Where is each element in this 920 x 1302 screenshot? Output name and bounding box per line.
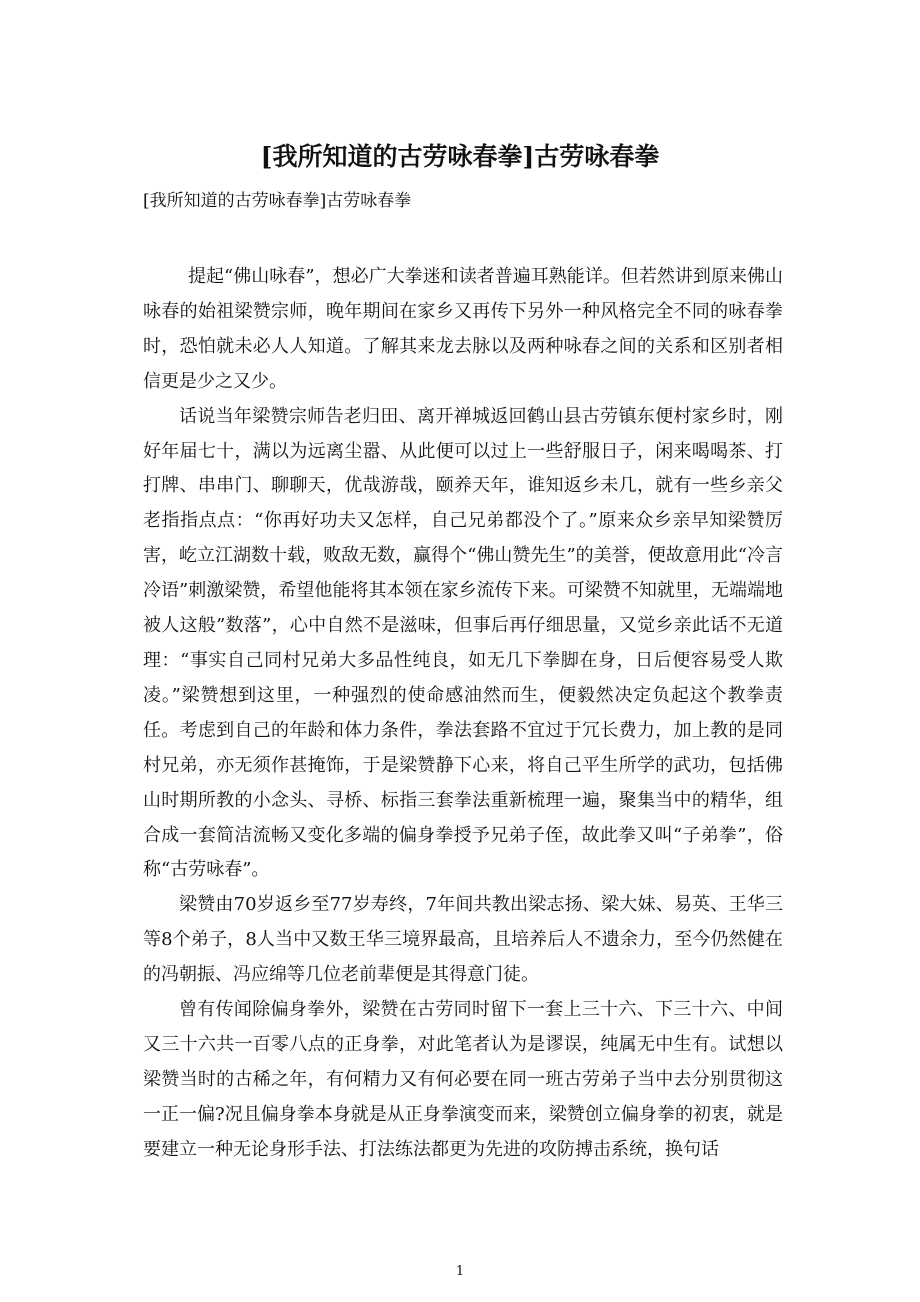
document-body xyxy=(143,260,783,1168)
document-subtitle: [我所知道的古劳咏春拳]古劳咏春拳 xyxy=(143,191,412,211)
paragraph-4: 曾有传闻除偏身拳外，梁赞在古劳同时留下一套上三十六、下三十六、中间又三十六共一百零八点的正身拳，对此笔者认为是谬误，纯属无中生有。试想以梁赞当时的古稀之年，有何精力又有何必要在同一班古劳弟子当中去分别贯彻这一正一偏?况且偏身拳本身就是从正身拳演变而来，梁赞创立偏身拳的初衷，就是要建立一种无论身形手法、打法练法都更为先进的攻防搏击系统，换句话 xyxy=(143,999,783,1160)
paragraph-2: 话说当年梁赞宗师告老归田、离开禅城返回鹤山县古劳镇东便村家乡时，刚好年届七十，满以为远离尘嚣、从此便可以过上一些舒服日子，闲来喝喝茶、打打牌、串串门、聊聊天，优哉游哉，颐养天年，谁知返乡未几，就有一些乡亲父老指指点点：“你再好功夫又怎样，自己兄弟都没个了。”原来众乡亲早知梁赞厉害，屹立江湖数十载，败敌无数，赢得个“佛山赞先生”的美誉，便故意用此“冷言冷语”刺激梁赞，希望他能将其本领在家乡流传下来。可梁赞不知就里，无端端地被人这般”数落”，心中自然不是滋味，但事后再仔细思量，又觉乡亲此话不无道理：“事实自己同村兄弟大多品性纯良，如无几下拳脚在身，日后便容易受人欺凌。”梁赞想到这里，一种强烈的使命感油然而生，便毅然决定负起这个教拳责任。考虑到自己的年龄和体力条件，拳法套路不宜过于冗长费力，加上教的是同村兄弟，亦无须作甚掩饰，于是梁赞静下心来，将自己平生所学的武功，包括佛山时期所教的小念头、寻桥、标指三套拳法重新梳理一遍，聚集当中的精华，组合成一套简洁流畅又变化多端的偏身拳授予兄弟子侄，故此拳又叫“子弟拳”，俗称“古劳咏春”。 xyxy=(143,405,783,881)
paragraph-1: 提起“佛山咏春”，想必广大拳迷和读者普遍耳熟能详。但若然讲到原来佛山咏春的始祖梁赞宗师，晚年期间在家乡又再传下另外一种风格完全不同的咏春拳时，恐怕就未必人人知道。了解其来龙去脉以及两种咏春之间的关系和区别者相信更是少之又少。 xyxy=(143,266,783,392)
page-number: 1 xyxy=(455,1264,465,1279)
paragraph-3: 梁赞由70岁返乡至77岁寿终，7年间共教出梁志扬、梁大妹、易英、王华三等8个弟子，8人当中又数王华三境界最高，且培养后人不遗余力，至今仍然健在的冯朝振、冯应绵等几位老前辈便是其得意门徒。 xyxy=(143,894,783,986)
document-title: [我所知道的古劳咏春拳]古劳咏春拳 xyxy=(260,142,660,171)
